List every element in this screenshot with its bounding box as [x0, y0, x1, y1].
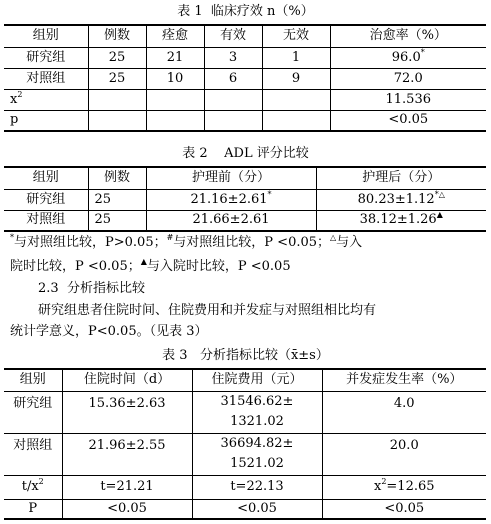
table2-header-n: 例数	[88, 167, 146, 189]
before-cell	[146, 189, 316, 210]
table2-header-before: 护理前（分）	[146, 167, 316, 189]
footnote-text: 与对照组比较，P <0.05；	[173, 235, 331, 250]
rate-cell: 4.0	[322, 391, 486, 433]
invalid-cell: 9	[262, 68, 330, 89]
stat-label-text: x	[10, 91, 18, 107]
significance-mark: *△	[434, 189, 445, 199]
n-cell: 25	[88, 68, 146, 89]
after-cell	[316, 210, 486, 231]
table1-caption: 表 1 临床疗效 n（%）	[177, 4, 314, 19]
table3-header-rate: 并发症发生率（%）	[322, 369, 486, 391]
rate-stat-post: =12.65	[386, 479, 435, 494]
cost-stat: t=22.13	[192, 475, 322, 499]
footnote-mark: #	[166, 233, 174, 242]
section-body-line-1: 研究组患者住院时间、住院费用和并发症与对照组相比均有	[38, 303, 377, 318]
table1-header-rate: 治愈率（%）	[330, 25, 486, 47]
before-value: 21.16±2.61	[190, 191, 268, 207]
table3-caption: 表 3 分析指标比较（x̄±s）	[162, 348, 329, 363]
significance-mark: ▲	[436, 210, 443, 220]
cost-line-2: 1321.02	[230, 414, 284, 429]
invalid-cell: 1	[262, 47, 330, 68]
n-cell: 25	[88, 47, 146, 68]
group-cell: 对照组	[26, 70, 66, 86]
stat-row	[4, 110, 486, 131]
table1-header-row	[4, 25, 486, 47]
rate-cell	[330, 47, 486, 68]
days-cell: 21.96±2.55	[62, 433, 192, 475]
group-cell: 对照组	[13, 437, 53, 453]
rate-value: 72.0	[393, 70, 423, 86]
table-row	[4, 47, 486, 68]
table1-header-n: 例数	[88, 25, 146, 47]
section-heading: 2.3 分析指标比较	[38, 281, 145, 296]
effective-cell: 6	[204, 68, 262, 89]
stat-label-text: t/x	[21, 479, 39, 494]
n-cell: 25	[88, 189, 146, 210]
table-row	[4, 189, 486, 210]
table2-header-group: 组别	[32, 170, 59, 186]
table3-header-days: 住院时间（d）	[62, 369, 192, 391]
rate-stat	[322, 475, 486, 499]
stat-value: <0.05	[330, 110, 486, 131]
stat-row	[4, 499, 486, 519]
table3-header-cost: 住院费用（元）	[192, 369, 322, 391]
days-cell: 15.36±2.63	[62, 391, 192, 433]
days-stat: <0.05	[62, 499, 192, 519]
stat-row	[4, 89, 486, 110]
table2-header-row	[4, 167, 486, 189]
stat-label-sup: 2	[17, 89, 23, 99]
before-value: 21.66±2.61	[192, 212, 270, 228]
table1-header-group: 组别	[32, 28, 59, 44]
cured-cell: 21	[146, 47, 204, 68]
rate-stat-pre: x	[373, 479, 382, 494]
table-row	[4, 210, 486, 231]
cost-line-2: 1521.02	[230, 456, 284, 471]
table3-header-row	[4, 369, 486, 391]
stat-label	[4, 89, 88, 110]
after-cell	[316, 189, 486, 210]
footnote-text: 与入院时比较，P <0.05	[146, 259, 291, 274]
footnote-mark: △	[330, 233, 337, 242]
days-stat: t=21.21	[62, 475, 192, 499]
section-body-line-2: 统计学意义，P<0.05。（见表 3）	[10, 324, 208, 339]
stat-label	[4, 475, 62, 499]
table2-header-after: 护理后（分）	[316, 167, 486, 189]
table-row	[4, 68, 486, 89]
table2-caption: 表 2 ADL 评分比较	[182, 146, 309, 161]
after-value: 38.12±1.26	[359, 212, 437, 228]
stat-label: P	[28, 500, 38, 516]
cost-line-1: 31546.62±	[220, 394, 294, 409]
table1-header-effective: 有效	[204, 25, 262, 47]
rate-stat: <0.05	[322, 499, 486, 519]
table3	[4, 368, 486, 520]
footnote-text: 院时比较，P <0.05；	[10, 259, 141, 274]
footnote-mark: ▲	[140, 257, 147, 266]
effective-cell: 3	[204, 47, 262, 68]
stat-value: 11.536	[330, 89, 486, 110]
group-cell: 研究组	[13, 395, 53, 411]
table1	[4, 24, 486, 132]
footnote-mark: *	[10, 233, 14, 242]
cost-cell	[192, 433, 322, 475]
group-cell: 对照组	[26, 212, 66, 228]
table-row	[4, 391, 486, 433]
table2	[4, 166, 486, 232]
after-value: 80.23±1.12	[357, 191, 435, 207]
stat-row	[4, 475, 486, 499]
cost-cell	[192, 391, 322, 433]
rate-cell	[330, 68, 486, 89]
cured-cell: 10	[146, 68, 204, 89]
rate-value: 96.0	[391, 49, 421, 65]
significance-mark: *	[420, 47, 425, 57]
cost-line-1: 36694.82±	[220, 436, 294, 451]
footnote-text: 与对照组比较，P>0.05；	[14, 235, 167, 250]
rate-stat-sup: 2	[381, 477, 387, 486]
stat-label: p	[10, 112, 19, 128]
table3-header-group: 组别	[19, 372, 46, 388]
before-cell	[146, 210, 316, 231]
rate-cell: 20.0	[322, 433, 486, 475]
footnote-text: 与入	[336, 235, 363, 250]
cost-stat: <0.05	[192, 499, 322, 519]
significance-mark: *	[267, 189, 272, 199]
group-cell: 研究组	[26, 49, 66, 65]
table1-header-cured: 痊愈	[146, 25, 204, 47]
group-cell: 研究组	[26, 191, 66, 207]
stat-label-sup: 2	[38, 477, 44, 486]
n-cell: 25	[88, 210, 146, 231]
table-row	[4, 433, 486, 475]
footnote-line-1	[10, 232, 485, 254]
footnote-line-2	[10, 256, 485, 278]
table1-header-invalid: 无效	[262, 25, 330, 47]
